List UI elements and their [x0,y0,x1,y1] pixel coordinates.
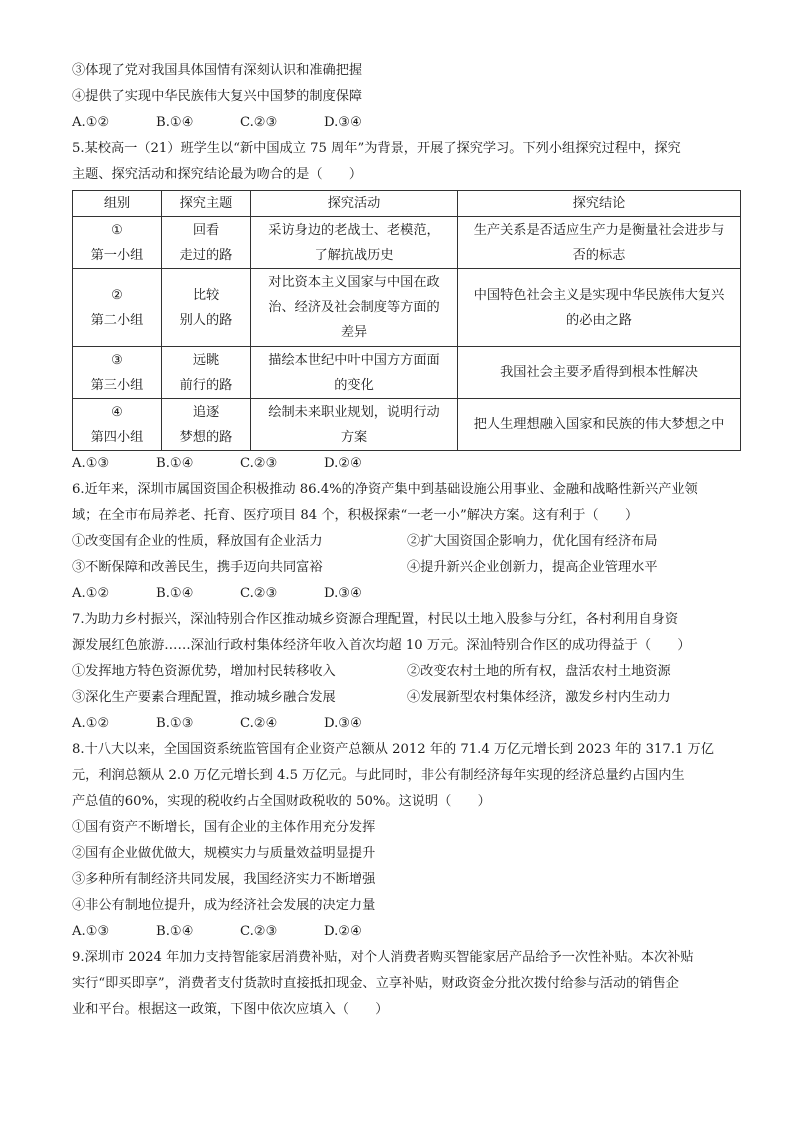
q5-stem-line-1: 5.某校高一（21）班学生以“新中国成立 75 周年”为背景，开展了探究学习。下列小组探究过程中，探究 [72,141,681,156]
q6-statements-row-1 [72,529,736,555]
prev-statement-4: ④提供了实现中华民族伟大复兴中国梦的制度保障 [72,89,363,104]
q7-statements-row-1 [72,659,736,685]
activity-cell: 绘制未来职业规划，说明行动 方案 [251,399,458,451]
conclusion-cell: 生产关系是否适应生产力是衡量社会进步与 否的标志 [458,217,741,269]
prev-options [72,110,736,136]
statement-2: ②改变农村土地的所有权，盘活农村土地资源 [407,664,671,679]
option-c: C.②④ [240,716,278,731]
option-d: D.②④ [324,924,362,939]
table-row [73,269,741,347]
conclusion-cell: 我国社会主要矛盾得到根本性解决 [458,347,741,399]
q6-stem-line-1: 6.近年来，深圳市属国资国企积极推动 86.4%的净资产集中到基础设施公用事业、金融和战略性新兴产业领 [72,482,698,497]
table-row [73,399,741,451]
statement-2: ②国有企业做优做大，规模实力与质量效益明显提升 [72,846,376,861]
header-theme: 探究主题 [162,191,251,217]
statement-3: ③多种所有制经济共同发展，我国经济实力不断增强 [72,872,376,887]
q9-stem-line-1: 9.深圳市 2024 年加力支持智能家居消费补贴，对个人消费者购买智能家居产品给予一次性补贴。本次补贴 [72,950,694,965]
q8-options [72,919,736,945]
option-a: A.①② [72,115,110,130]
statement-3: ③不断保障和改善民生，携手迈向共同富裕 [72,560,323,575]
option-c: C.②③ [240,586,278,601]
q5-stem-line-2: 主题、探究活动和探究结论最为吻合的是（ ） [72,167,363,182]
q7-stem-line-1: 7.为助力乡村振兴，深汕特别合作区推动城乡资源合理配置，村民以土地入股参与分红，各村利用自身资 [72,612,679,627]
q5-table [72,190,741,451]
q9-stem-line-2: 实行“即买即享”，消费者支付货款时直接抵扣现金、立享补贴，财政资金分批次拨付给参与活动的销售企 [72,976,679,991]
statement-3: ③深化生产要素合理配置，推动城乡融合发展 [72,690,336,705]
activity-cell: 采访身边的老战士、老模范， 了解抗战历史 [251,217,458,269]
statement-1: ①发挥地方特色资源优势，增加村民转移收入 [72,664,336,679]
statement-4: ④提升新兴企业创新力，提高企业管理水平 [407,560,658,575]
conclusion-cell: 中国特色社会主义是实现中华民族伟大复兴 的必由之路 [458,269,741,347]
option-d: D.②④ [324,456,362,471]
option-d: D.③④ [324,716,362,731]
statement-4: ④发展新型农村集体经济，激发乡村内生动力 [407,690,671,705]
q6-statements-row-2 [72,555,736,581]
table-header-row [73,191,741,217]
option-b: B.①③ [156,716,194,731]
q5-options [72,451,736,477]
activity-cell: 描绘本世纪中叶中国方方面面 的变化 [251,347,458,399]
group-cell: ② 第二小组 [73,269,162,347]
q9-stem-line-3: 业和平台。根据这一政策，下图中依次应填入（ ） [72,1002,389,1017]
theme-cell: 比较 别人的路 [162,269,251,347]
table-row [73,217,741,269]
option-a: A.①② [72,586,110,601]
header-group: 组别 [73,191,162,217]
q7-statements-row-2 [72,685,736,711]
q7-options [72,711,736,737]
header-conclusion: 探究结论 [458,191,741,217]
exam-page [72,58,736,1023]
statement-4: ④非公有制地位提升，成为经济社会发展的决定力量 [72,898,376,913]
theme-cell: 远眺 前行的路 [162,347,251,399]
prev-statement-3: ③体现了党对我国具体国情有深刻认识和准确把握 [72,63,363,78]
header-activity: 探究活动 [251,191,458,217]
q7-stem-line-2: 源发展红色旅游……深汕行政村集体经济年收入首次均超 10 万元。深汕特别合作区的成功得益于（ ） [72,638,691,653]
conclusion-cell: 把人生理想融入国家和民族的伟大梦想之中 [458,399,741,451]
q8-stem-line-1: 8.十八大以来，全国国资系统监管国有企业资产总额从 2012 年的 71.4 万亿元增长到 2023 年的 317.1 万亿 [72,742,714,757]
q8-stem-line-2: 元，利润总额从 2.0 万亿元增长到 4.5 万亿元。与此同时，非公有制经济每年实现的经济总量约占国内生 [72,768,685,783]
table-row [73,347,741,399]
group-cell: ① 第一小组 [73,217,162,269]
statement-1: ①改变国有企业的性质，释放国有企业活力 [72,534,323,549]
option-a: A.①③ [72,456,110,471]
q6-stem-line-2: 域；在全市布局养老、托育、医疗项目 84 个，积极探索“一老一小”解决方案。这有利于（ ） [72,508,639,523]
option-c: C.②③ [240,456,278,471]
q8-stem-line-3: 产总值的60%，实现的税收约占全国财政税收的 50%。这说明（ ） [72,794,491,809]
option-b: B.①④ [156,115,194,130]
theme-cell: 追逐 梦想的路 [162,399,251,451]
option-d: D.③④ [324,115,362,130]
option-a: A.①③ [72,924,110,939]
statement-1: ①国有资产不断增长，国有企业的主体作用充分发挥 [72,820,376,835]
option-a: A.①② [72,716,110,731]
option-c: C.②③ [240,115,278,130]
option-b: B.①④ [156,456,194,471]
group-cell: ③ 第三小组 [73,347,162,399]
q6-options [72,581,736,607]
activity-cell: 对比资本主义国家与中国在政 治、经济及社会制度等方面的 差异 [251,269,458,347]
option-b: B.①④ [156,924,194,939]
group-cell: ④ 第四小组 [73,399,162,451]
option-d: D.③④ [324,586,362,601]
option-b: B.①④ [156,586,194,601]
statement-2: ②扩大国资国企影响力，优化国有经济布局 [407,534,658,549]
theme-cell: 回看 走过的路 [162,217,251,269]
option-c: C.②③ [240,924,278,939]
